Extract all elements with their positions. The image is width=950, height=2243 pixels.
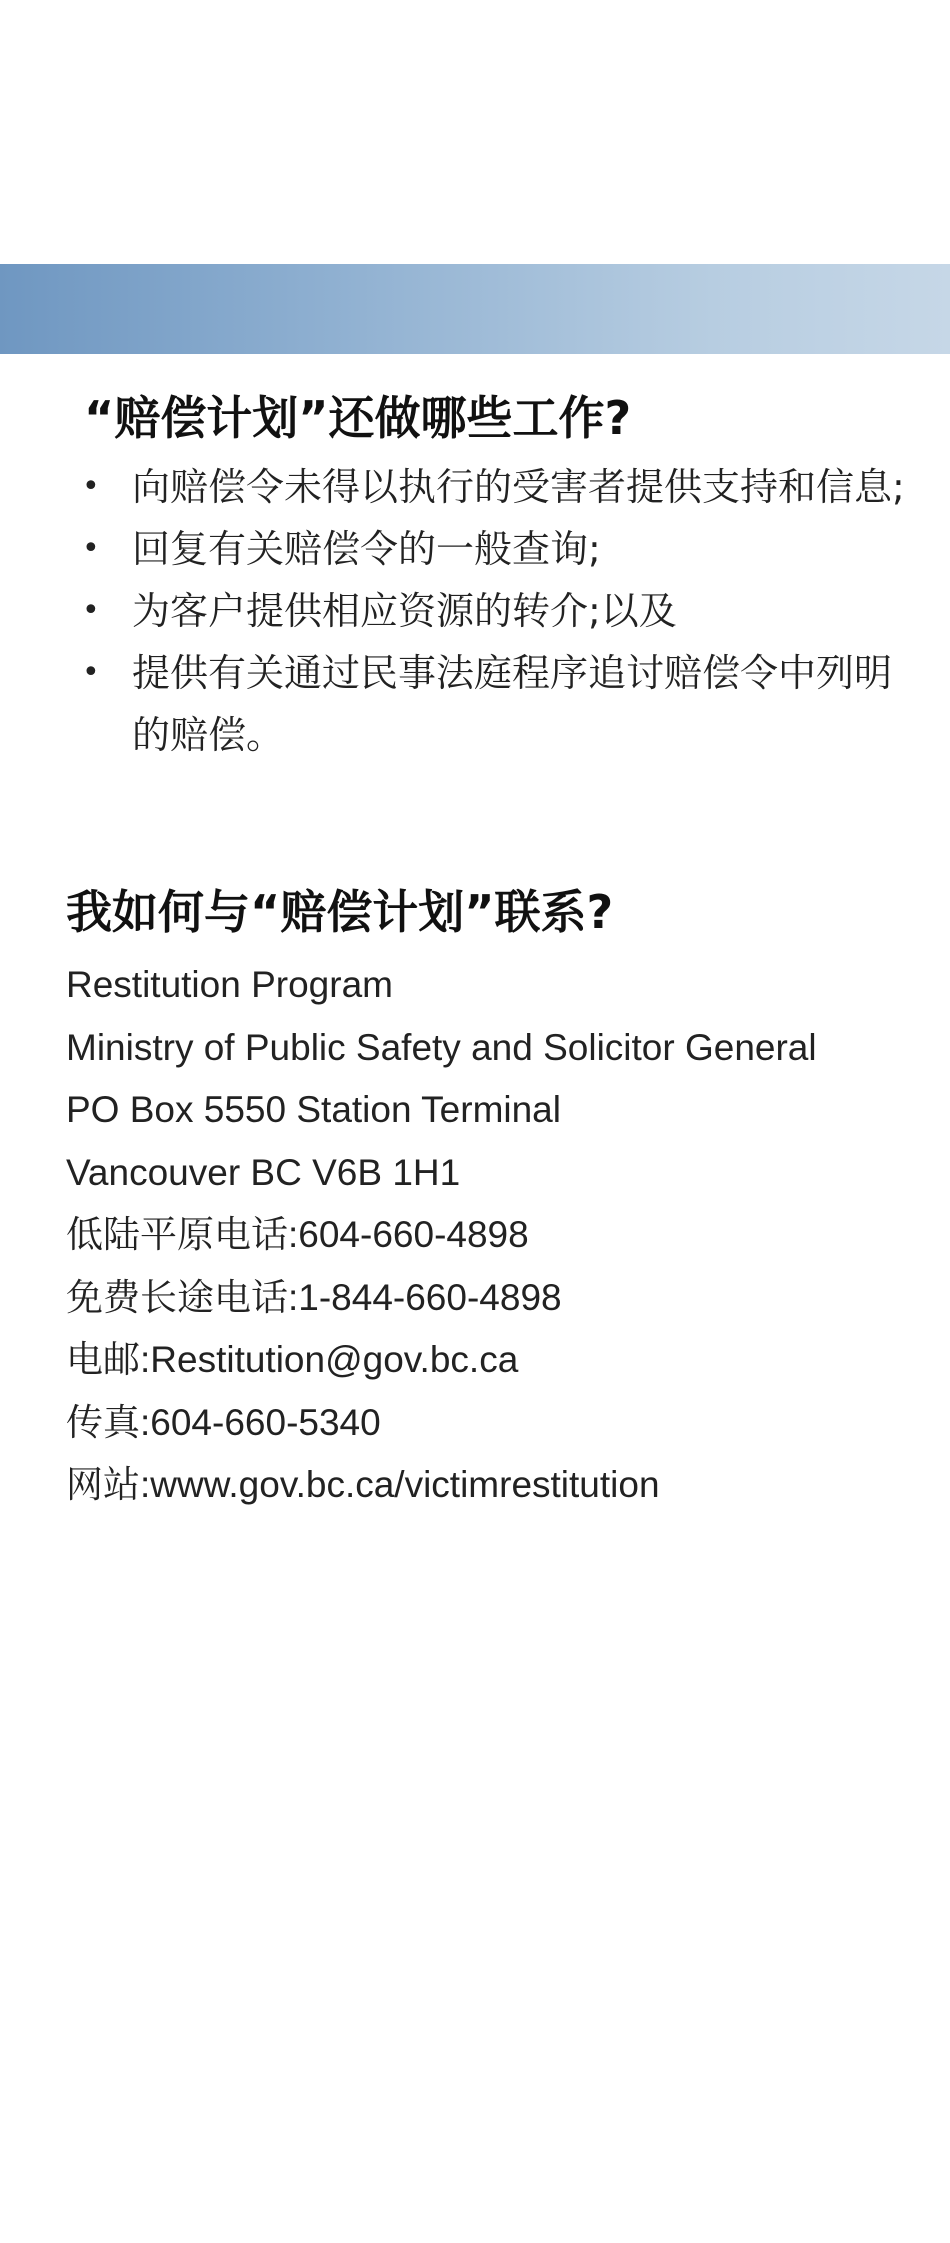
list-item [78,642,908,766]
list-item [78,518,908,580]
bullet-icon: • [82,655,100,690]
contact-fax: 传真:604-660-5340 [66,1401,381,1443]
contact-city-postal: Vancouver BC V6B 1H1 [66,1151,461,1193]
list-item-text: 提供有关通过民事法庭程序追讨赔偿令中列明的赔偿。 [132,651,893,757]
bullet-icon: • [82,531,100,566]
list-item-text: 向赔偿令未得以执行的受害者提供支持和信息; [132,465,905,509]
list-item-text: 为客户提供相应资源的转介;以及 [132,589,677,633]
contact-website: 网站:www.gov.bc.ca/victimrestitution [66,1464,660,1505]
list-item [78,580,908,642]
list-item [78,456,908,518]
bullet-icon: • [82,469,100,504]
services-list [78,456,908,766]
header-banner [0,264,950,354]
list-item-text: 回复有关赔偿令的一般查询; [132,527,601,571]
section-title-contact: 我如何与“赔偿计划”联系? [66,885,614,939]
section-title-what-else: “赔偿计划”还做哪些工作? [84,391,632,445]
contact-phone-lower-mainland: 低陆平原电话:604-660-4898 [66,1214,529,1255]
contact-info [66,954,817,1517]
contact-program-name: Restitution Program [66,964,393,1005]
bullet-icon: • [82,593,100,628]
contact-po-box: PO Box 5550 Station Terminal [66,1089,561,1130]
contact-phone-toll-free: 免费长途电话:1-844-660-4898 [66,1276,562,1318]
contact-ministry: Ministry of Public Safety and Solicitor General [66,1026,817,1068]
contact-email: 电邮:Restitution@gov.bc.ca [66,1339,519,1380]
